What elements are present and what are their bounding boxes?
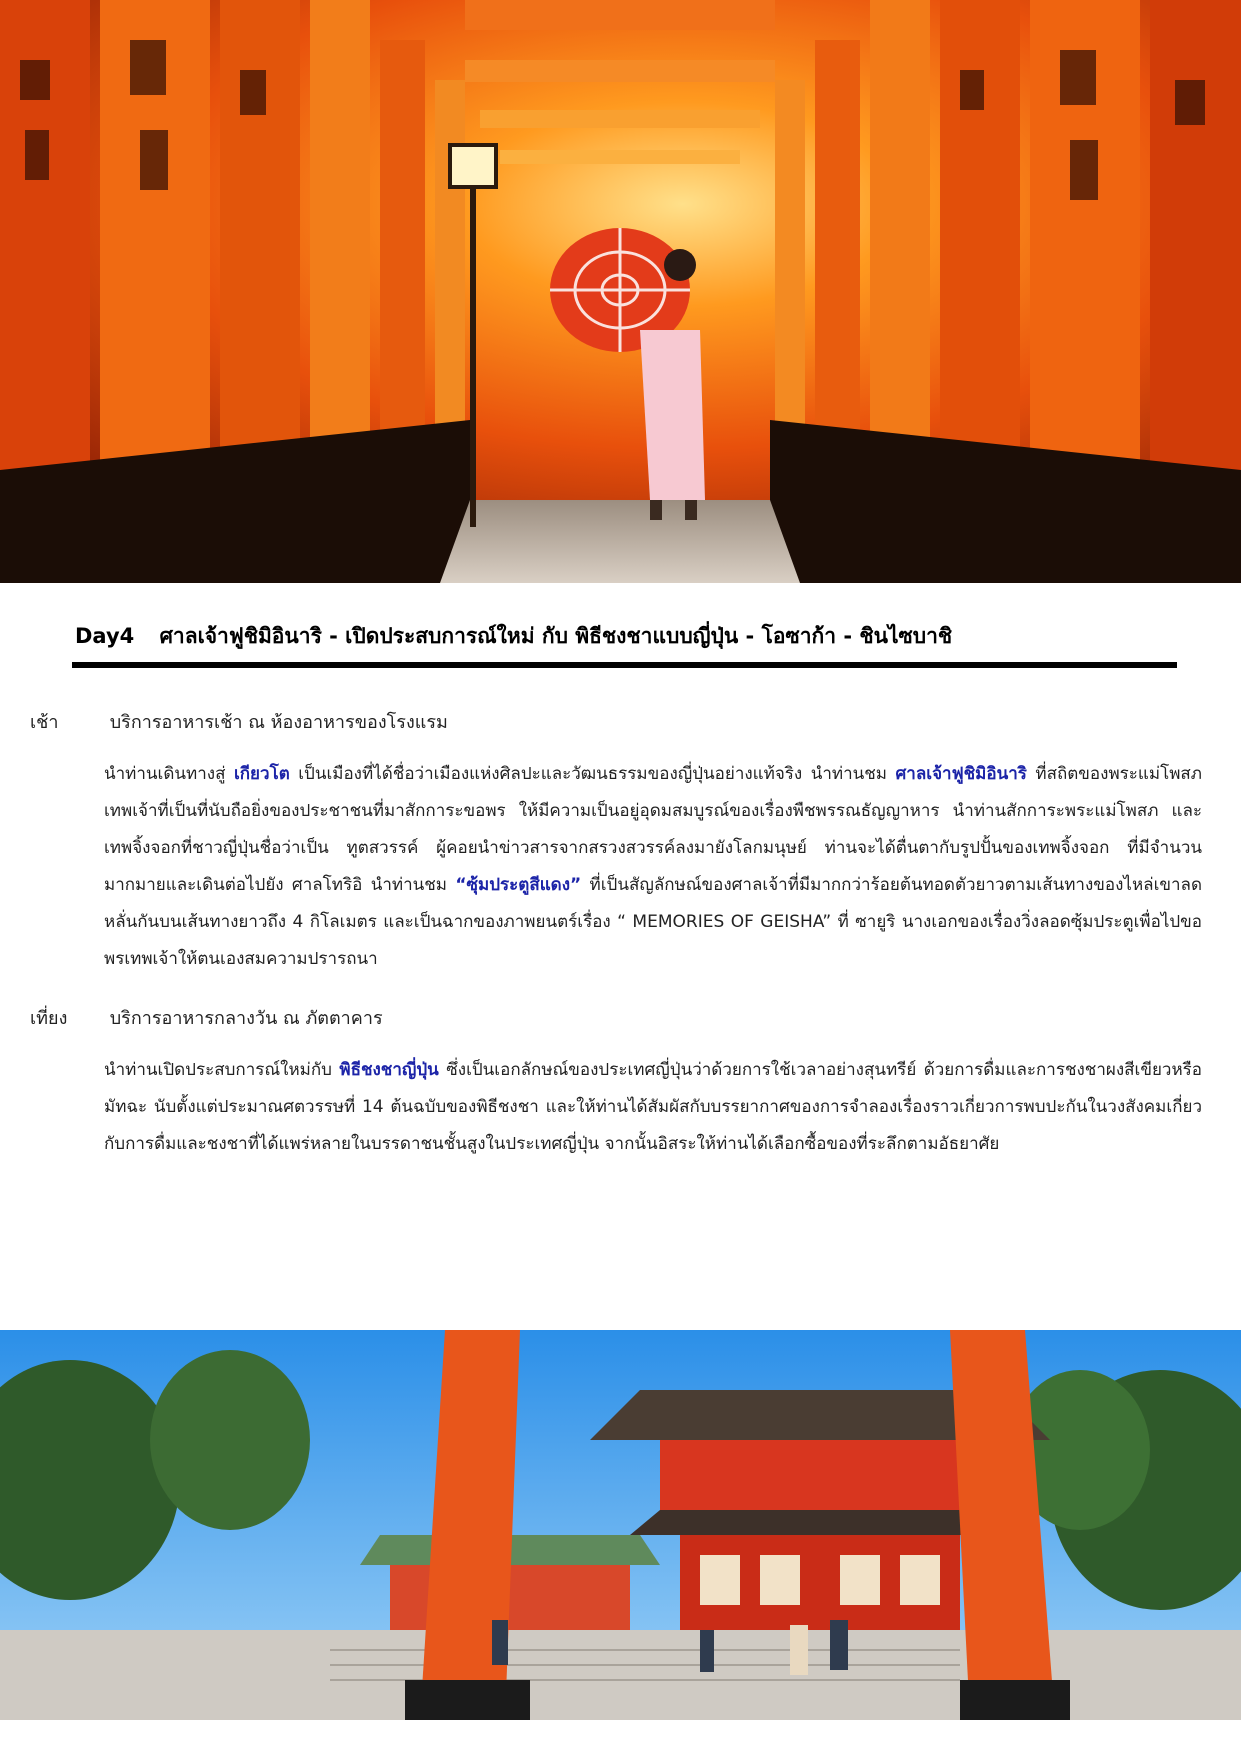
torii-tunnel-photo bbox=[0, 0, 1241, 583]
highlight-fushimi-inari: ศาลเจ้าฟูชิมิอินาริ bbox=[895, 764, 1027, 784]
day-title: ศาลเจ้าฟูชิมิอินาริ - เปิดประสบการณ์ใหม่ กับ พิธีชงชาแบบญี่ปุ่น - โอซาก้า - ชินไซบาชิ bbox=[159, 624, 953, 648]
highlight-red-gates: “ซุ้มประตูสีแดง” bbox=[455, 875, 582, 895]
itinerary-paragraph-kyoto bbox=[104, 756, 1202, 978]
para2-text-1: นำท่านเปิดประสบการณ์ใหม่กับ bbox=[104, 1060, 340, 1080]
lunch-text: บริการอาหารกลางวัน ณ ภัตตาคาร bbox=[109, 1008, 383, 1029]
para1-text-1: นำท่านเดินทางสู่ bbox=[104, 764, 234, 784]
lunch-label: เที่ยง bbox=[30, 1008, 68, 1029]
itinerary-paragraph-tea-ceremony bbox=[104, 1052, 1202, 1163]
highlight-tea-ceremony: พิธีชงชาญี่ปุ่น bbox=[339, 1060, 439, 1080]
heading-divider bbox=[72, 662, 1177, 668]
day-heading bbox=[75, 620, 1175, 653]
para2-text-2: ซึ่งเป็นเอกลักษณ์ของประเทศญี่ปุ่นว่าด้วยการใช้เวลาอย่างสุนทรีย์ ด้วยการดื่มและการชงชาผงสีเขียวหรือมัทฉะ นับตั้งแต่ประมาณศตวรรษที่ 14 ต้นฉบับของพิธีชงชา และให้ท่านได้สัมผัสกับบรรยากาศของการจำลองเรื่องราวเกี่ยวการพบปะกันในวงสังคมเกี่ยวกับการดื่มและชงชาที่ได้แพร่หลายในบรรดาชนชั้นสูงในประเทศญี่ปุ่น จากนั้นอิสระให้ท่านได้เลือกซื้อของที่ระลึกตามอัธยาศัย bbox=[104, 1060, 1203, 1154]
para1-text-4: ที่เป็นสัญลักษณ์ของศาลเจ้าที่มีมากกว่าร้อยต้นทอดตัวยาวตามเส้นทางของไหล่เขาลดหลั่นกันบนเส้นทางยาวถึง 4 กิโลเมตร และเป็นฉากของภาพยนตร์เรื่อง “ MEMORIES OF GEISHA” ที่ ซายูริ นางเอกของเรื่องวิ่งลอดซุ้มประตูเพื่อไปขอพรเทพเจ้าให้ตนเองสมความปรารถนา bbox=[104, 875, 1202, 969]
lunch-row bbox=[30, 1003, 383, 1032]
para1-text-2: เป็นเมืองที่ได้ชื่อว่าเมืองแห่งศิลปะและวัฒนธรรมของญี่ปุ่นอย่างแท้จริง นำท่านชม bbox=[289, 764, 896, 784]
shrine-gate-photo bbox=[0, 1330, 1241, 1720]
day-label: Day4 bbox=[75, 624, 135, 648]
highlight-kyoto: เกียวโต bbox=[233, 764, 290, 784]
para1-text-3: ที่สถิตของพระแม่โพสภ เทพเจ้าที่เป็นที่นับถือยิ่งของประชาชนที่มาสักการะขอพร ให้มีความเป็นอยู่อุดมสมบูรณ์ของเรื่องพืชพรรณธัญญาหาร นำท่านสักการะพระแม่โพสภ และเทพจิ้งจอกที่ชาวญี่ปุ่นชื่อว่าเป็น ทูตสวรรค์ ผู้คอยนำข่าวสารจากสรวงสวรรค์ลงมายังโลกมนุษย์ ท่านจะได้ตื่นตากับรูปปั้นของเทพจิ้งจอก ที่มีจำนวนมากมายและเดินต่อไปยัง ศาลโทริอิ นำท่านชม bbox=[104, 764, 1202, 895]
morning-label: เช้า bbox=[30, 712, 59, 733]
morning-text: บริการอาหารเช้า ณ ห้องอาหารของโรงแรม bbox=[109, 712, 448, 733]
morning-row bbox=[30, 707, 448, 736]
